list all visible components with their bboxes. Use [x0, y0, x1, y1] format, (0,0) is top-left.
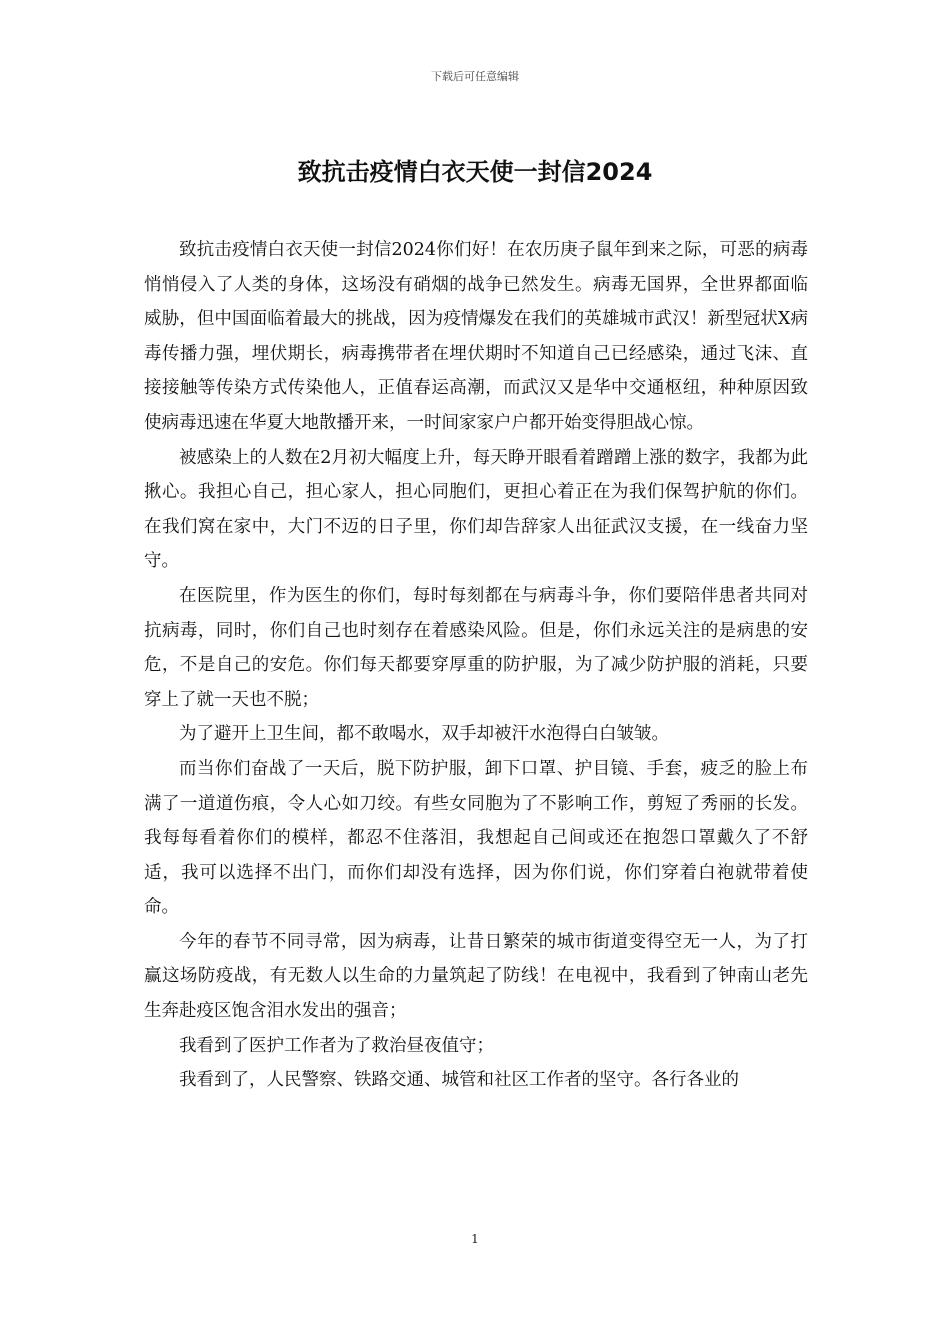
- paragraph: 为了避开上卫生间，都不敢喝水，双手却被汗水泡得白白皱皱。: [179, 724, 669, 745]
- document-title: 致抗击疫情白衣天使一封信2024: [297, 158, 653, 186]
- paragraph: 我看到了，人民警察、铁路交通、城管和社区工作者的坚守。各行各业的: [179, 1070, 739, 1091]
- paragraph: 被感染上的人数在2月初大幅度上升，每天睁开眼看着蹭蹭上涨的数字，我都为此揪心。我担心自己，担心家人，担心同胞们，更担心着正在为我们保驾护航的你们。在我们窝在家中，大门不迈的日子里，你们却告辞家人出征武汉支援，在一线奋力坚守。: [144, 447, 808, 572]
- page-number: 1: [471, 1232, 479, 1246]
- paragraph: 今年的春节不同寻常，因为病毒，让昔日繁荣的城市街道变得空无一人，为了打赢这场防疫战，有无数人以生命的力量筑起了防线！在电视中，我看到了钟南山老先生奔赴疫区饱含泪水发出的强音；: [144, 931, 808, 1022]
- document-body: [144, 233, 808, 1098]
- paragraph: 在医院里，作为医生的你们，每时每刻都在与病毒斗争，你们要陪伴患者共同对抗病毒，同时，你们自己也时刻存在着感染风险。但是，你们永远关注的是病患的安危，不是自己的安危。你们每天都要穿厚重的防护服，为了减少防护服的消耗，只要穿上了就一天也不脱；: [144, 585, 808, 710]
- paragraph: 我看到了医护工作者为了救治昼夜值守；: [179, 1035, 494, 1056]
- paragraph: 致抗击疫情白衣天使一封信2024你们好！在农历庚子鼠年到来之际，可恶的病毒悄悄侵入了人类的身体，这场没有硝烟的战争已然发生。病毒无国界，全世界都面临威胁，但中国面临着最大的挑战，因为疫情爆发在我们的英雄城市武汉！新型冠状X病毒传播力强，埋伏期长，病毒携带者在埋伏期时不知道自己已经感染，通过飞沫、直接接触等传染方式传染他人，正值春运高潮，而武汉又是华中交通枢纽，种种原因致使病毒迅速在华夏大地散播开来，一时间家家户户都开始变得胆战心惊。: [144, 240, 808, 433]
- header-note: 下载后可任意编辑: [431, 70, 519, 83]
- paragraph: 而当你们奋战了一天后，脱下防护服，卸下口罩、护目镜、手套，疲乏的脸上布满了一道道伤痕，令人心如刀绞。有些女同胞为了不影响工作，剪短了秀丽的长发。我每每看着你们的模样，都忍不住落泪，我想起自己间或还在抱怨口罩戴久了不舒适，我可以选择不出门，而你们却没有选择，因为你们说，你们穿着白袍就带着使命。: [144, 758, 808, 918]
